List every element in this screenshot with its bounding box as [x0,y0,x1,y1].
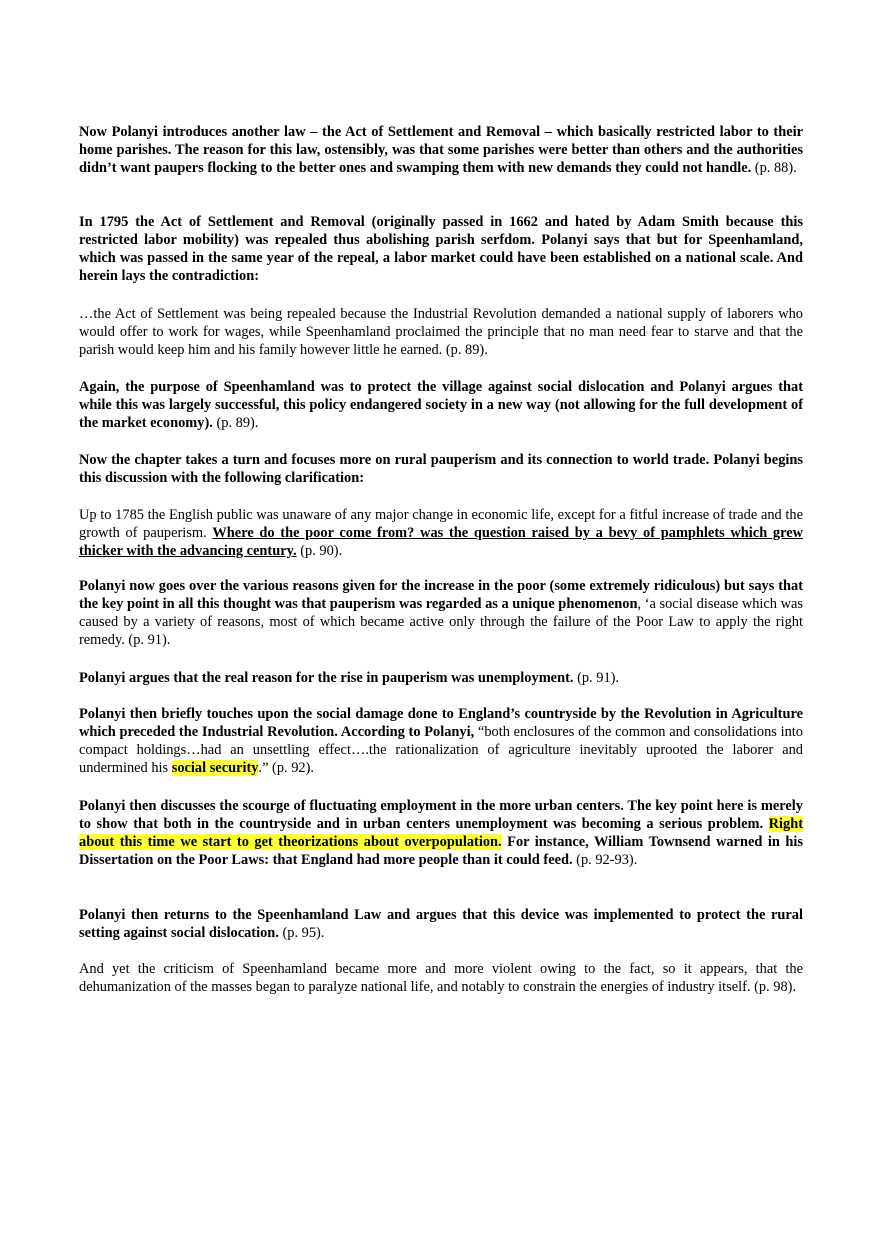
highlighted-text: Right about this time we start to get theorizations about overpopulation. [79,816,803,850]
paragraph-bold-text: Polanyi then discusses the scourge of fluctuating employment in the more urban centers. The key point here is merely to show that both in the countryside and in urban centers unemployment was becoming a serious problem. [79,798,803,832]
paragraph-criticism [79,960,803,996]
paragraph-revolution-agriculture [79,705,803,777]
paragraph-bold-text: Polanyi now goes over the various reasons given for the increase in the poor (some extremely ridiculous) but says that the key point in all this thought was that pauperism was regarded as a unique phenomenon [79,578,803,612]
body-text: And yet the criticism of Speenhamland became more and more violent owing to the fact, so it appears, that the dehumanization of the masses began to paralyze national life, and notably to constrain the energies of industry itself. (p. 98). [79,961,803,995]
paragraph-bold-text: Polanyi argues that the real reason for the rise in pauperism was unemployment. [79,670,574,686]
page-citation: (p. 88). [751,160,797,176]
page-citation: (p. 89). [212,415,259,431]
paragraph-speenhamland-law [79,906,803,942]
underlined-emphasis: Where do the poor come from? was the question raised by a bevy of pamphlets which grew thicker with the advancing century. [79,525,803,559]
page-citation: (p. 91). [573,670,620,686]
page-citation: (p. 90). [296,543,343,559]
quoted-text: , ‘a social disease which was caused by a variety of reasons, most of which became active only through the failure of the Poor Law to apply the right remedy. (p. 91). [79,596,803,648]
quoted-text: …the Act of Settlement was being repealed because the Industrial Revolution demanded a national supply of laborers who would offer to work for wages, while Speenhamland proclaimed the principle that no man need fear to starve and that the parish would keep him and his family however little he earned. (p. 89). [79,306,803,358]
page-citation: .” (p. 92). [258,760,315,776]
paragraph-bold-text: Now Polanyi introduces another law – the Act of Settlement and Removal – which basically restricted labor to their home parishes. The reason for this law, ostensibly, was that some parishes were better than others and the authorities didn’t want paupers flocking to the better ones and swamping them with new demands they could not handle. [79,124,803,176]
paragraph-act-repealed [79,213,803,285]
quoted-text: “both enclosures of the common and consolidations into compact holdings…had an unsettling effect….the rationalization of agriculture inevitably uprooted the laborer and undermined his [79,724,803,776]
highlighted-text: social security [171,760,259,776]
paragraph-rural-pauperism [79,451,803,487]
page-citation: (p. 95). [278,925,325,941]
paragraph-bold-text: Polanyi then briefly touches upon the social damage done to England’s countryside by the Revolution in Agriculture which preceded the Industrial Revolution. According to Polanyi, [79,706,803,740]
quoted-text: Up to 1785 the English public was unaware of any major change in economic life, except for a fitful increase of trade and the growth of pauperism. [79,507,803,541]
paragraph-quote-contradiction [79,305,803,359]
paragraph-bold-text: For instance, William Townsend warned in his Dissertation on the Poor Laws: that England had more people than it could feed. [79,834,803,868]
paragraph-bold-text: In 1795 the Act of Settlement and Removal (originally passed in 1662 and hated by Adam Smith because this restricted labor mobility) was repealed thus abolishing parish serfdom. Polanyi says that but for Speenhamland, which was passed in the same year of the repeal, a labor market could have been established on a national scale. And herein lays the contradiction: [79,214,803,284]
paragraph-bold-text: Polanyi then returns to the Speenhamland Law and argues that this device was implemented to protect the rural setting against social dislocation. [79,907,803,941]
paragraph-speenhamland-purpose [79,378,803,432]
paragraph-bold-text: Again, the purpose of Speenhamland was to protect the village against social dislocation and Polanyi argues that while this was largely successful, this policy endangered society in a new way (not allowing for the full development of the market economy). [79,379,803,431]
paragraph-fluctuating-employment [79,797,803,869]
paragraph-bold-text: Now the chapter takes a turn and focuses more on rural pauperism and its connection to world trade. Polanyi begins this discussion with the following clarification: [79,452,803,486]
paragraph-reasons-poor [79,577,803,649]
paragraph-quote-pauperism [79,506,803,560]
paragraph-unemployment [79,669,803,687]
page-citation: (p. 92-93). [572,852,638,868]
paragraph-act-of-settlement-intro [79,123,803,177]
